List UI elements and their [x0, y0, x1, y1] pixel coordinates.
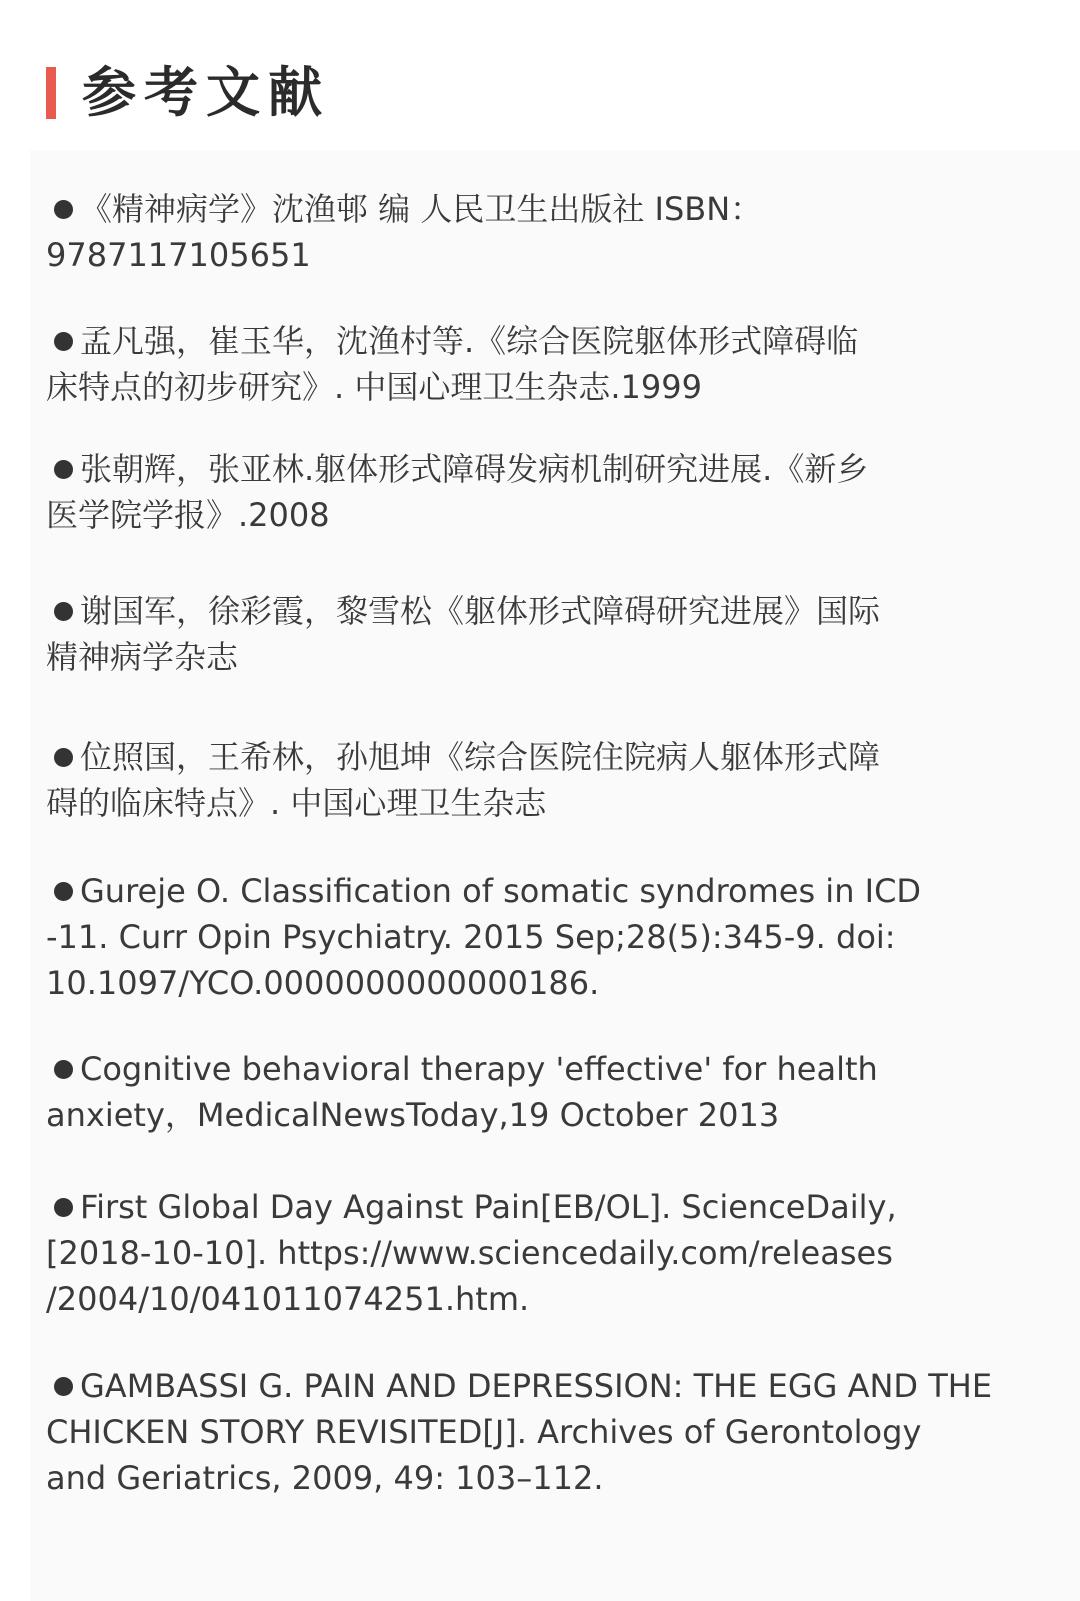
- bullet-icon: [54, 460, 73, 479]
- page-title: 参考文献: [82, 61, 330, 124]
- bullet-icon: [54, 200, 73, 219]
- bullet-icon: [54, 1198, 73, 1217]
- reference-text: First Global Day Against Pain[EB/OL]. ScienceDaily, [2018-10-10]. https://www.sciencedaily.com/releases /2004/10/041011074251.htm.: [46, 1188, 897, 1318]
- reference-item-8: [46, 1184, 1036, 1322]
- bullet-icon: [54, 332, 73, 351]
- heading-accent-bar: [46, 67, 56, 119]
- reference-text: GAMBASSI G. PAIN AND DEPRESSION: THE EGG AND THE CHICKEN STORY REVISITED[J]. Archives of Gerontology and Geriatrics, 2009, 49: 103–112.: [46, 1367, 993, 1497]
- reference-item-9: [46, 1363, 1036, 1501]
- reference-text: 《精神病学》沈渔邨 编 人民卫生出版社 ISBN： 9787117105651: [46, 190, 763, 274]
- bullet-icon: [54, 748, 73, 767]
- reference-text: 位照国，王希林，孙旭坤《综合医院住院病人躯体形式障 碍的临床特点》. 中国心理卫生杂志: [46, 738, 881, 822]
- bullet-icon: [54, 882, 73, 901]
- reference-item-3: [46, 446, 1036, 538]
- reference-item-2: [46, 318, 1036, 410]
- reference-item-4: [46, 588, 1036, 680]
- bullet-icon: [54, 602, 73, 621]
- reference-text: 张朝辉，张亚林.躯体形式障碍发病机制研究进展.《新乡 医学院学报》.2008: [46, 450, 869, 534]
- reference-text: Gureje O. Classification of somatic syndromes in ICD -11. Curr Opin Psychiatry. 2015 Sep;28(5):345-9. doi: 10.1097/YCO.0000000000000186.: [46, 872, 922, 1002]
- section-heading: [46, 60, 330, 126]
- reference-text: 谢国军，徐彩霞，黎雪松《躯体形式障碍研究进展》国际 精神病学杂志: [46, 592, 881, 676]
- reference-text: 孟凡强，崔玉华，沈渔村等.《综合医院躯体形式障碍临 床特点的初步研究》. 中国心理卫生杂志.1999: [46, 322, 859, 406]
- reference-text: Cognitive behavioral therapy 'effective' for health anxiety，MedicalNewsToday,19 October 2013: [46, 1050, 878, 1134]
- bullet-icon: [54, 1060, 73, 1079]
- reference-item-6: [46, 868, 1036, 1006]
- reference-item-1: [46, 186, 1036, 278]
- bullet-icon: [54, 1377, 73, 1396]
- reference-item-5: [46, 734, 1036, 826]
- reference-item-7: [46, 1046, 1036, 1138]
